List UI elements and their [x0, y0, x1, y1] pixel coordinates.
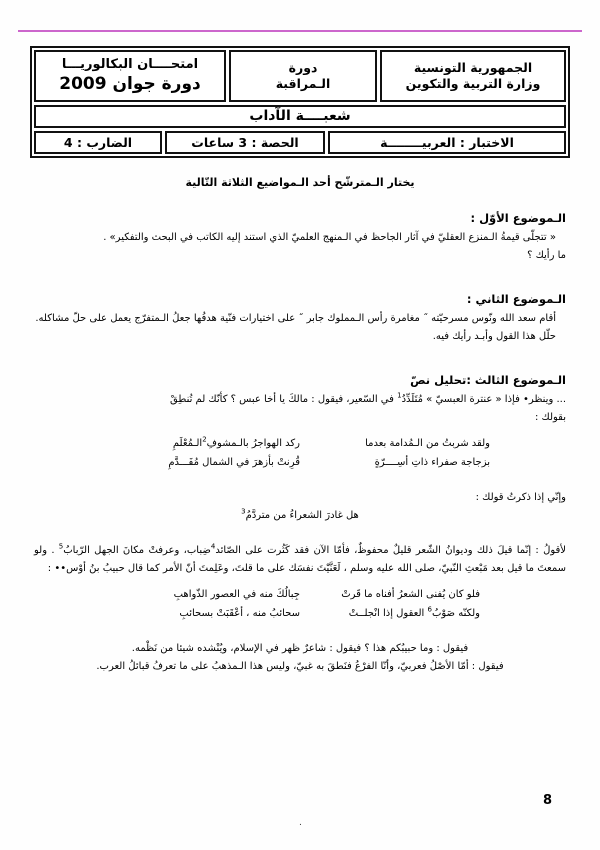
dialogue-line-1: فيقول : وما حبيبُكم هذا ؟ فيقول : شاعرٌ ظهر في الإسلام، ويُنْشده شيئا من نَظْمه. — [131, 643, 469, 654]
verse-line-4 — [34, 586, 566, 605]
topic-two-question: حلّل هذا القول وأبـد رأيك فيه. — [432, 330, 556, 342]
verse-1-hemistich-2 — [110, 435, 300, 454]
verse-5-hemistich-2: سحائبُ منه ، أعْقَبَتْ بسحائبِ — [179, 607, 300, 619]
verse-1-h2-b: الـمُعْلَمِ — [172, 438, 203, 449]
topic-two-title: الـموضوع الثاني : — [466, 292, 566, 306]
subject-label: الاختبار : العربيــــــــة — [380, 134, 514, 150]
topic-three — [34, 373, 566, 675]
republic-cell — [380, 50, 566, 102]
footnote-ref-3: 3 — [241, 507, 246, 516]
verse-line-3 — [34, 507, 566, 526]
after-verses-line: وإنّي إذا ذكرتُ قولك : — [475, 492, 566, 503]
verse-5-h1-a: ولكنّه صَوْبُ — [431, 607, 480, 619]
topic-three-intro-c: بقولك : — [534, 411, 566, 423]
intro-segment-a: ... وينظر• فإذا « عنترة العبسيّ » مُتَلَدِّدُ — [401, 394, 566, 405]
header-row-3 — [34, 131, 566, 154]
branch-label: شعبــــة الآداب — [249, 107, 351, 124]
republic-line-2: وزارة التربية والتكوين — [405, 76, 541, 91]
intro-segment-b: في السّعير، فيقول : مالكَ يا أخا عبس ؟ كأنّك لم تُنطِقْ — [170, 394, 394, 405]
prose-segment-c: ، وعرفتْ مكانَ الجهل الرّبابُ — [63, 545, 187, 556]
topic-three-prose — [34, 542, 566, 577]
footnote-ref-6: 6 — [427, 605, 432, 614]
topic-one-question: ما رأيك ؟ — [527, 249, 566, 261]
dialogue-line-2: فيقول : أمّا الأصْلُ فعربيّ، وأنّا الفرْعُ فنَطقَ به غبيّ، وليس هذا الـمذهبُ على ما تعرفُ قبائلُ العرب. — [96, 660, 504, 672]
verse-5-hemistich-1 — [300, 605, 480, 624]
prose-segment-b: ضِباب — [186, 545, 211, 556]
hours-cell — [165, 131, 325, 154]
topic-one-quote: « تتجلّى قيمةُ الـمنزع العقليّ في آثار الجاحظ في الـمنهج العلميّ الذي استند إليه الكاتب في البحث والتفكير» . — [103, 232, 556, 243]
verse-line-5 — [34, 605, 566, 624]
instruction-line: يختار الـمترشّح أحد الـمواضيع الثلاثة التّالية — [185, 176, 415, 189]
exam-body — [34, 176, 566, 679]
verse-4-hemistich-2: جِبالُكَ منه في العصور الذّواهبِ — [173, 589, 300, 600]
footnote-ref-4: 4 — [210, 542, 216, 551]
branch-cell — [34, 105, 566, 128]
exam-header-table — [30, 46, 570, 158]
bottom-dot-mark: . — [299, 818, 302, 828]
hours-label: الحصة : 3 ساعات — [191, 134, 299, 150]
topic-three-intro — [34, 391, 566, 409]
verse-4-hemistich-1: فلو كان يُفنى الشعرُ أفناه ما قَرتْ — [341, 589, 480, 600]
topic-one — [34, 211, 566, 264]
session-cell — [229, 50, 377, 102]
verse-1-hemistich-1: ولقد شربتُ من الـمُدامة بعدما — [365, 438, 490, 449]
exam-line-1: امتحــــان البكالوريـــا — [61, 57, 199, 73]
session-line-1: دورة — [288, 60, 318, 76]
header-row-2 — [34, 105, 566, 128]
republic-line-1: الجمهورية التونسية — [413, 60, 533, 76]
exam-cell — [34, 50, 226, 102]
coefficient-cell — [34, 131, 162, 154]
topic-one-title: الـموضوع الأوّل : — [470, 211, 566, 225]
footnote-ref-1: 1 — [397, 391, 402, 400]
verse-1-h2-a: ركد الهواجرُ بالـمشوفِ — [206, 438, 300, 449]
header-row-1 — [34, 50, 566, 102]
coefficient-label: الضارب : 4 — [63, 134, 133, 150]
topic-two — [34, 292, 566, 345]
topic-two-statement: أقام سعد الله ونّوس مسرحيّته ˝ مغامرة رأس الـمملوك جابر ˝ على اختيارات فنّية هدفُها جعلُ الـمتفرّج يعمل على حلّ مشاكله. — [35, 313, 556, 324]
page-number-value: 8 — [543, 793, 553, 808]
verse-block-two — [34, 586, 566, 623]
page-number — [0, 793, 560, 808]
verse-line-2 — [34, 454, 566, 473]
topic-three-title: الـموضوع الثالث :تحليل نصّ — [410, 373, 566, 387]
prose-segment-a: لأقولُ : إنّما قيلَ ذلك وديوانُ الشّعر قليلٌ محفوظٌ، فأمّا الآن فقد كَثُرت على الصّائد — [215, 545, 566, 556]
verse-2-hemistich-2: قُرِنتْ بأزهرَ في الشمال مُفَـــدَّمِ — [168, 456, 300, 468]
subject-cell — [328, 131, 566, 154]
verse-line-1 — [34, 435, 566, 454]
session-line-2: الـمراقبة — [275, 76, 331, 91]
prose-segment-d: . ولو سمعتَ ما قيل بعد مَبْعثِ النّبيّ، صلى الله عليه وسلم ، لَعَنَّيْتَ نفسَك على ما قلتَ، وعَلِمتَ أنّ الأمر كما قال حبيبُ بنُ أوْس•• : — [34, 545, 566, 574]
exam-line-2: دورة جوان 2009 — [59, 73, 201, 94]
footnote-ref-5: 5 — [58, 542, 64, 551]
verse-5-h1-b: العقول إذا انْجلــتْ — [348, 607, 428, 619]
verse-block-one — [34, 435, 566, 472]
accent-rule — [18, 30, 582, 32]
footnote-ref-2: 2 — [202, 435, 207, 444]
verse-3-text: هل غادرَ الشعراءُ من متردَّمُ — [245, 509, 359, 521]
verse-2-hemistich-1: بزجاجة صفراء ذاتِ أسِــــرّةٍ — [374, 456, 490, 468]
